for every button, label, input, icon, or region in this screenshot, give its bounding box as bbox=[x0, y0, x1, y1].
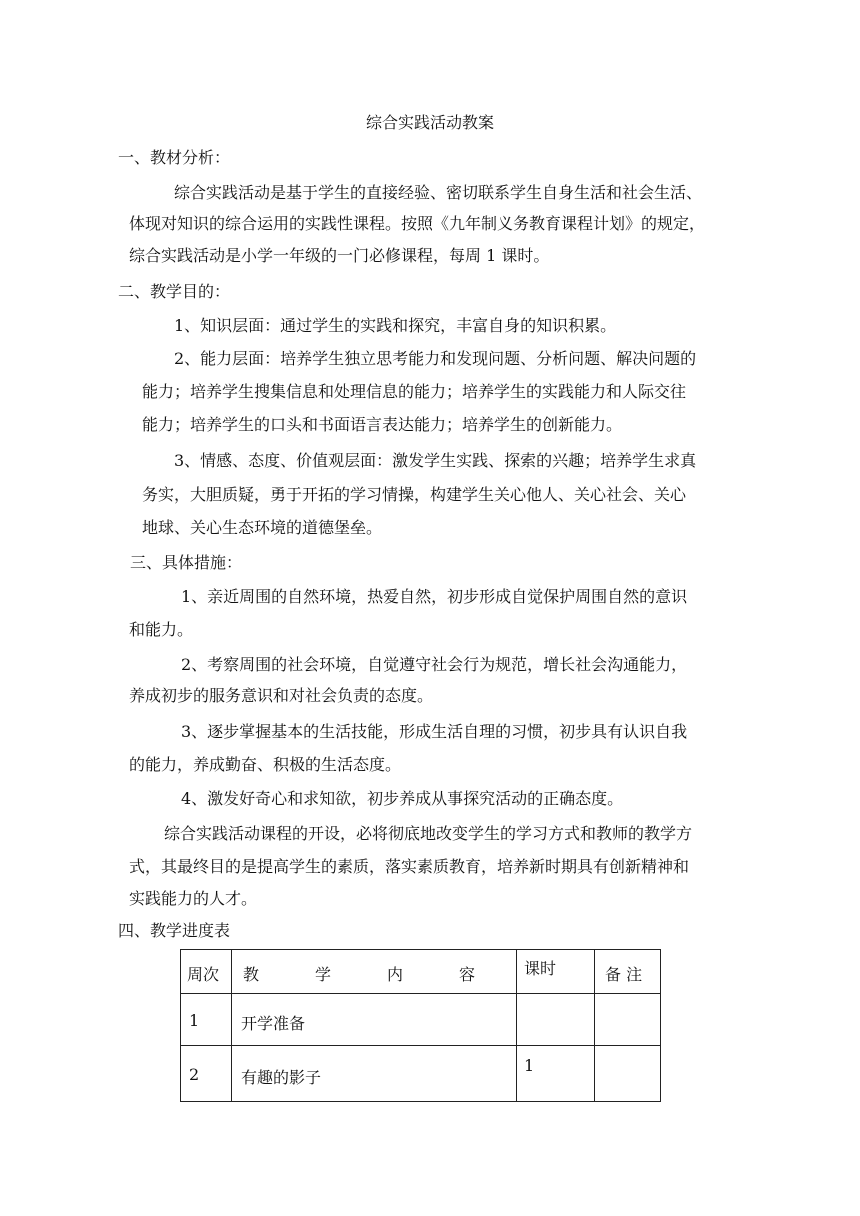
table-row bbox=[181, 994, 661, 1046]
row-content: 开学准备 bbox=[241, 1014, 306, 1033]
goal-item-3-line: 地球、关心生态环境的道德堡垒。 bbox=[142, 518, 383, 537]
header-hours: 课时 bbox=[517, 950, 595, 994]
section-heading-materials: 一、教材分析： bbox=[118, 148, 231, 167]
goal-item-2-line: 2、能力层面：培养学生独立思考能力和发现问题、分析问题、解决问题的 bbox=[174, 349, 697, 368]
goal-item-2-line: 能力；培养学生的口头和书面语言表达能力；培养学生的创新能力。 bbox=[142, 415, 623, 434]
measure-item-4: 4、激发好奇心和求知欲，初步养成从事探究活动的正确态度。 bbox=[181, 789, 624, 808]
measure-item-1-line: 和能力。 bbox=[129, 620, 194, 639]
goal-item-2-line: 能力；培养学生搜集信息和处理信息的能力；培养学生的实践能力和人际交往 bbox=[142, 382, 687, 401]
row-week: 1 bbox=[189, 1011, 200, 1030]
table-row bbox=[181, 1046, 661, 1102]
summary-line: 综合实践活动课程的开设，必将彻底地改变学生的学习方式和教师的教学方 bbox=[164, 824, 693, 843]
measure-item-2-line: 养成初步的服务意识和对社会负责的态度。 bbox=[129, 686, 434, 705]
paragraph-line: 体现对知识的综合运用的实践性课程。按照《九年制义务教育课程计划》的规定， bbox=[129, 214, 706, 233]
table-header-row bbox=[181, 950, 661, 994]
measure-item-1-line: 1、亲近周围的自然环境，热爱自然，初步形成自觉保护周围自然的意识 bbox=[181, 587, 688, 606]
measure-item-3-line: 3、逐步掌握基本的生活技能，形成生活自理的习惯，初步具有认识自我 bbox=[181, 722, 688, 741]
document-title: 综合实践活动教案 bbox=[365, 113, 494, 132]
measure-item-2-line: 2、考察周围的社会环境，自觉遵守社会行为规范，增长社会沟通能力， bbox=[181, 655, 688, 674]
row-hours: 1 bbox=[524, 1056, 535, 1075]
schedule-table bbox=[180, 949, 661, 1102]
header-note: 备 注 bbox=[595, 950, 661, 994]
row-content: 有趣的影子 bbox=[241, 1068, 322, 1087]
paragraph-line: 综合实践活动是小学一年级的一门必修课程，每周 1 课时。 bbox=[129, 246, 550, 265]
measure-item-3-line: 的能力，养成勤奋、积极的生活态度。 bbox=[129, 755, 402, 774]
row-week: 2 bbox=[189, 1065, 200, 1084]
section-heading-measures: 三、具体措施： bbox=[130, 553, 243, 572]
header-content: 教 学 内 容 bbox=[232, 950, 517, 994]
header-week: 周次 bbox=[181, 950, 232, 994]
goal-item-3-line: 务实，大胆质疑，勇于开拓的学习情操，构建学生关心他人、关心社会、关心 bbox=[142, 485, 687, 504]
summary-line: 实践能力的人才。 bbox=[129, 889, 258, 908]
paragraph-line: 综合实践活动是基于学生的直接经验、密切联系学生自身生活和社会生活、 bbox=[174, 183, 703, 202]
summary-line: 式，其最终目的是提高学生的素质，落实素质教育，培养新时期具有创新精神和 bbox=[129, 857, 690, 876]
goal-item-1: 1、知识层面：通过学生的实践和探究，丰富自身的知识积累。 bbox=[174, 316, 617, 335]
section-heading-schedule: 四、教学进度表 bbox=[118, 921, 231, 940]
goal-item-3-line: 3、情感、态度、价值观层面：激发学生实践、探索的兴趣；培养学生求真 bbox=[174, 451, 697, 470]
section-heading-goals: 二、教学目的： bbox=[118, 282, 231, 301]
